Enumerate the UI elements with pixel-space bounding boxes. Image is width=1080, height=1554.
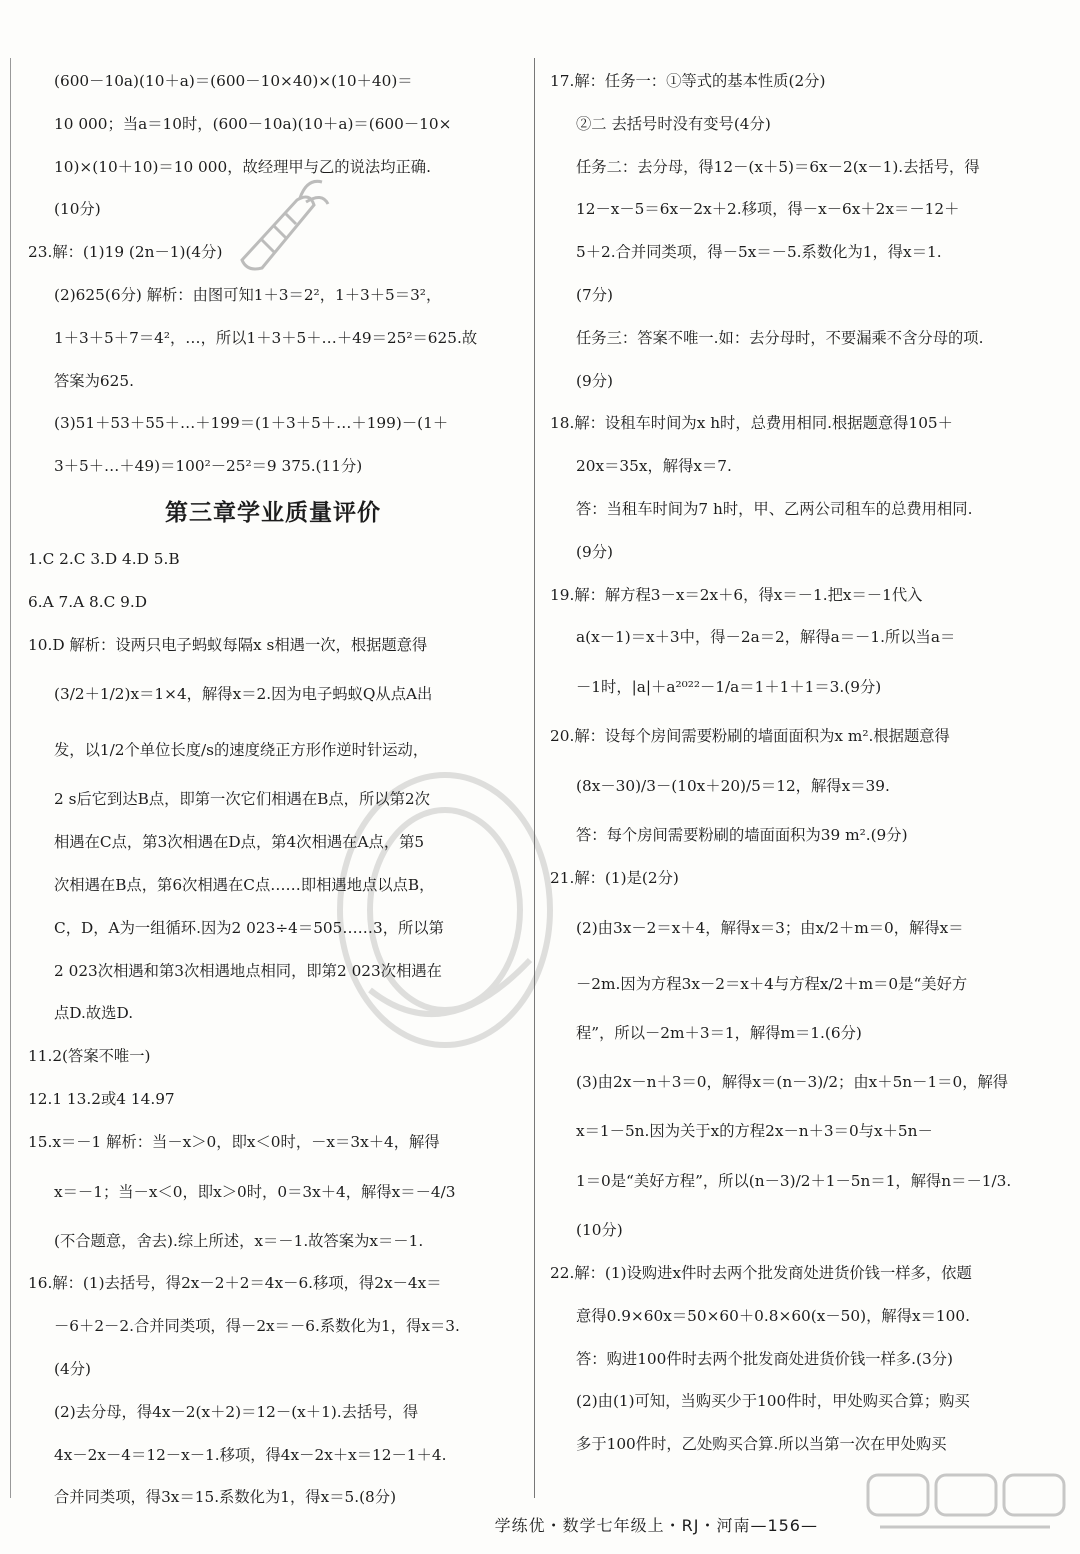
answer-line: 1.C 2.C 3.D 4.D 5.B [28, 549, 180, 568]
answer-line: 19.解：解方程3－x＝2x＋6，得x＝－1.把x＝－1代入 [550, 585, 923, 604]
answer-line: 任务三：答案不唯一.如：去分母时，不要漏乘不含分母的项. [576, 328, 984, 347]
answer-line: (不合题意，舍去).综上所述，x＝－1.故答案为x＝－1. [54, 1231, 424, 1250]
answer-line: (2)由3x－2＝x＋4，解得x＝3；由x/2＋m＝0，解得x＝ [576, 918, 964, 937]
left-margin-rule [10, 58, 11, 1498]
answer-line: (600－10a)(10＋a)＝(600－10×40)×(10＋40)＝ [54, 72, 413, 90]
answer-line: 10.D 解析：设两只电子蚂蚁每隔x s相遇一次，根据题意得 [28, 635, 428, 654]
answer-line: －6＋2－2.合并同类项，得－2x＝－6.系数化为1，得x＝3. [54, 1317, 460, 1336]
answer-line: 11.2(答案不唯一) [28, 1047, 151, 1066]
answer-line: 程”，所以－2m＋3＝1，解得m＝1.(6分) [576, 1023, 862, 1042]
answer-line: 10 000；当a＝10时，(600－10a)(10＋a)＝(600－10× [54, 114, 452, 133]
answer-line: 12－x－5＝6x－2x＋2.移项，得－x－6x＋2x＝－12＋ [576, 200, 960, 219]
answer-line: x＝1－5n.因为关于x的方程2x－n＋3＝0与x＋5n－ [576, 1122, 933, 1141]
answer-line: 答：当租车时间为7 h时，甲、乙两公司租车的总费用相同. [576, 499, 973, 518]
answer-line: a(x－1)＝x＋3中，得－2a＝2，解得a＝－1.所以当a＝ [576, 628, 956, 647]
answer-line: 答：每个房间需要粉刷的墙面面积为39 m².(9分) [576, 825, 908, 844]
answer-line: 答案为625. [54, 371, 134, 390]
site-watermark-logo-icon [860, 1465, 1070, 1550]
answer-line: 20.解：设每个房间需要粉刷的墙面面积为x m².根据题意得 [550, 727, 950, 746]
left-column [28, 60, 518, 1519]
answer-line: (2)625(6分) 解析：由图可知1＋3＝2²，1＋3＋5＝3²， [54, 285, 442, 304]
answer-line: (4分) [54, 1359, 91, 1378]
answer-line: (3/2＋1/2)x＝1×4，解得x＝2.因为电子蚂蚁Q从点A出 [54, 685, 433, 704]
answer-line: (8x－30)/3－(10x＋20)/5＝12，解得x＝39. [576, 776, 890, 795]
answer-line: (9分) [576, 542, 613, 561]
answer-line: 3＋5＋…＋49)＝100²－25²＝9 375.(11分) [54, 457, 363, 476]
answer-line: 12.1 13.2或4 14.97 [28, 1089, 175, 1108]
answer-line: 任务二：去分母，得12－(x＋5)＝6x－2(x－1).去括号，得 [576, 157, 980, 176]
answer-line: 15.x＝－1 解析：当－x＞0，即x＜0时，－x＝3x＋4，解得 [28, 1132, 440, 1151]
answer-line: 21.解：(1)是(2分) [550, 868, 679, 887]
answer-line: 次相遇在B点，第6次相遇在C点……即相遇地点以点B， [54, 875, 435, 894]
answer-line: (2)去分母，得4x－2(x＋2)＝12－(x＋1).去括号，得 [54, 1402, 419, 1421]
section-title: 第三章学业质量评价 [165, 499, 381, 526]
answer-line: 6.A 7.A 8.C 9.D [28, 592, 148, 611]
answer-line: 22.解：(1)设购进x件时去两个批发商处进货价钱一样多，依题 [550, 1263, 972, 1282]
answer-line: x＝－1；当－x＜0，即x＞0时，0＝3x＋4，解得x＝－4/3 [54, 1182, 456, 1201]
page-footer: 学练优・数学七年级上・RJ・河南—156— [494, 1516, 818, 1535]
answer-line: 答：购进100件时去两个批发商处进货价钱一样多.(3分) [576, 1349, 953, 1368]
answer-line: 20x＝35x，解得x＝7. [576, 457, 732, 476]
answer-line: (2)由(1)可知，当购买少于100件时，甲处购买合算；购买 [576, 1392, 970, 1411]
answer-line: －2m.因为方程3x－2＝x＋4与方程x/2＋m＝0是“美好方 [576, 974, 968, 993]
answer-line: (7分) [576, 285, 613, 304]
answer-line: 点D.故选D. [54, 1004, 134, 1023]
answer-line: 多于100件时，乙处购买合算.所以当第一次在甲处购买 [576, 1435, 947, 1454]
answer-line: ②二 去括号时没有变号(4分) [576, 114, 771, 133]
answer-line: (9分) [576, 371, 613, 390]
answer-line: 意得0.9×60x＝50×60＋0.8×60(x－50)，解得x＝100. [576, 1306, 970, 1325]
answer-line: (3)51＋53＋55＋…＋199＝(1＋3＋5＋…＋199)－(1＋ [54, 414, 449, 433]
answer-line: 2 023次相遇和第3次相遇地点相同，即第2 023次相遇在 [54, 961, 442, 980]
answer-line: 2 s后它到达B点，即第一次它们相遇在B点，所以第2次 [54, 790, 430, 809]
answer-line: C，D，A为一组循环.因为2 023÷4＝505……3，所以第 [54, 918, 444, 937]
answer-line: 23.解：(1)19 (2n－1)(4分) [28, 243, 223, 262]
answer-line: 4x－2x－4＝12－x－1.移项，得4x－2x＋x＝12－1＋4. [54, 1445, 447, 1464]
answer-line: 5＋2.合并同类项，得－5x＝－5.系数化为1，得x＝1. [576, 243, 942, 262]
answer-line: 相遇在C点，第3次相遇在D点，第4次相遇在A点，第5 [54, 833, 425, 852]
answer-line: 发，以1/2个单位长度/s的速度绕正方形作逆时针运动， [54, 741, 429, 760]
answer-line: 1＝0是“美好方程”，所以(n－3)/2＋1－5n＝1，解得n＝－1/3. [576, 1172, 1012, 1191]
answer-line: (10分) [576, 1221, 623, 1240]
answer-line: －1时，|a|＋a²⁰²²－1/a＝1＋1＋1＝3.(9分) [576, 678, 882, 697]
answer-line: 18.解：设租车时间为x h时，总费用相同.根据题意得105＋ [550, 414, 953, 433]
answer-line: (3)由2x－n＋3＝0，解得x＝(n－3)/2；由x＋5n－1＝0，解得 [576, 1073, 1009, 1092]
answer-line: 1＋3＋5＋7＝4²，…，所以1＋3＋5＋…＋49＝25²＝625.故 [54, 328, 478, 347]
answer-line: 16.解：(1)去括号，得2x－2＋2＝4x－6.移项，得2x－4x＝ [28, 1274, 442, 1293]
answer-line: (10分) [54, 200, 101, 219]
answer-line: 17.解：任务一：①等式的基本性质(2分) [550, 72, 826, 90]
right-column [550, 60, 1035, 1466]
answer-line: 合并同类项，得3x＝15.系数化为1，得x＝5.(8分) [54, 1488, 397, 1507]
answer-line: 10)×(10＋10)＝10 000，故经理甲与乙的说法均正确. [54, 157, 431, 176]
